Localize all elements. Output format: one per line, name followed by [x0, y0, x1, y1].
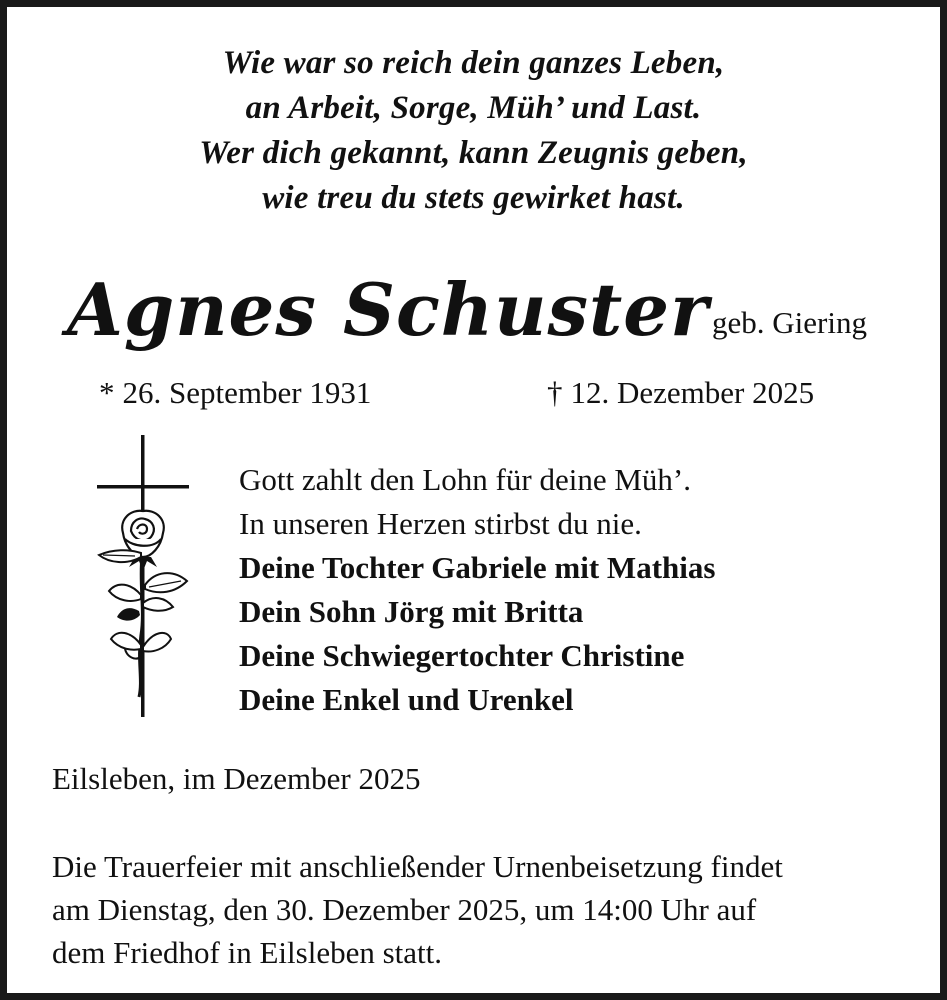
- mourner-line: Deine Schwiegertochter Christine: [239, 638, 685, 673]
- birth-symbol: *: [99, 375, 115, 410]
- death-date: 12. Dezember 2025: [570, 375, 815, 410]
- cross-with-rose-icon: [95, 435, 191, 717]
- poem-line: wie treu du stets gewirket hast.: [262, 180, 685, 216]
- deceased-name: Agnes Schuster: [67, 267, 710, 352]
- funeral-line: dem Friedhof in Eilsleben statt.: [52, 935, 443, 970]
- verse-line: In unseren Herzen stirbst du nie.: [239, 506, 642, 541]
- mourner-line: Deine Tochter Gabriele mit Mathias: [239, 550, 716, 585]
- place-date: Eilsleben, im Dezember 2025: [52, 761, 421, 796]
- funeral-line: Die Trauerfeier mit anschließender Urnenbeisetzung findet: [52, 849, 783, 884]
- mourner-line: Deine Enkel und Urenkel: [239, 682, 574, 717]
- death-symbol: †: [547, 375, 563, 410]
- memorial-poem: [7, 41, 940, 221]
- funeral-announcement: [52, 845, 783, 974]
- mourner-line: Dein Sohn Jörg mit Britta: [239, 594, 584, 629]
- birth-info: [99, 373, 371, 413]
- funeral-line: am Dienstag, den 30. Dezember 2025, um 14:00 Uhr auf: [52, 892, 757, 927]
- death-info: [547, 373, 814, 413]
- poem-line: Wie war so reich dein ganzes Leben,: [222, 45, 725, 81]
- poem-line: an Arbeit, Sorge, Müh’ und Last.: [245, 90, 702, 126]
- poem-line: Wer dich gekannt, kann Zeugnis geben,: [199, 135, 748, 171]
- verse-line: Gott zahlt den Lohn für deine Müh’.: [239, 462, 691, 497]
- family-block: [239, 458, 715, 722]
- maiden-name: geb. Giering: [712, 305, 867, 340]
- birth-date: 26. September 1931: [122, 375, 372, 410]
